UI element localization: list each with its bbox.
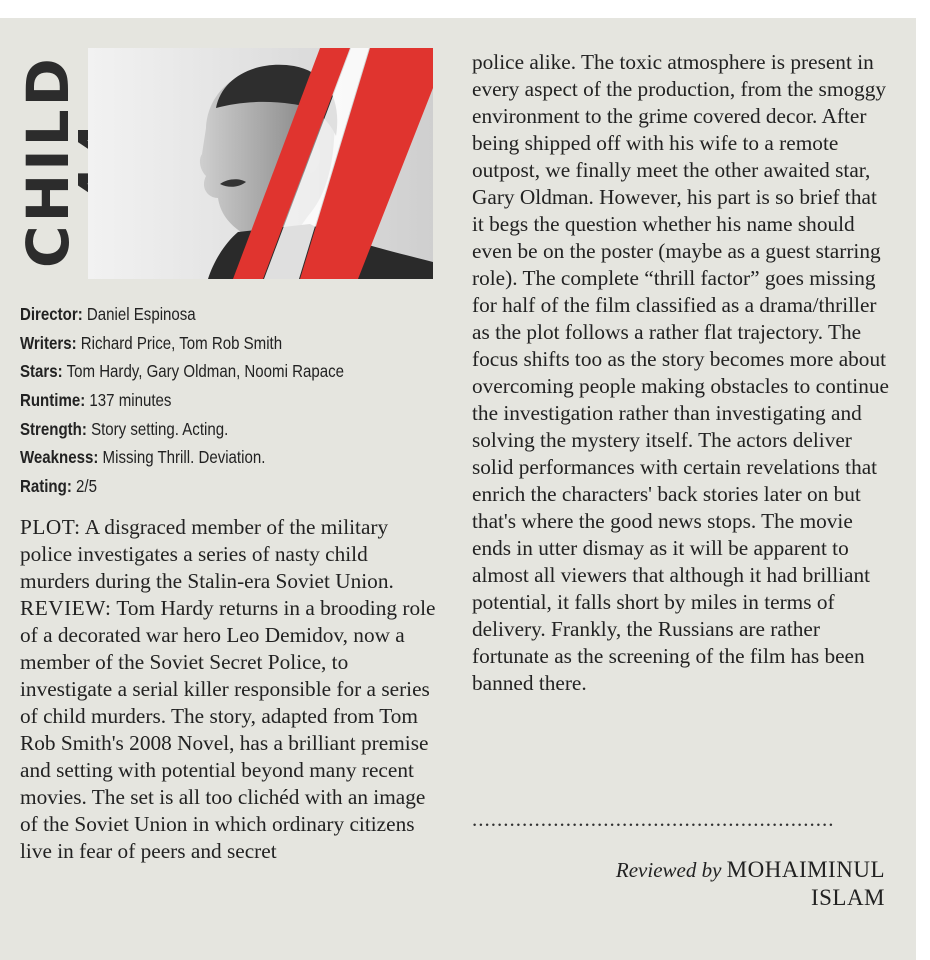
review-text-part2: police alike. The toxic atmosphere is present in every aspect of the production, from the smoggy environment to the grime covered decor. After being shipped off with his wife to a remote outpost, we finally meet the other awaited star, Gary Oldman. However, his part is so brief that it begs the question whether his name should even be on the poster (maybe as a guest starring role). The complete “thrill factor” goes missing for half of the film classified as a drama/thriller as the plot follows a rather flat trajectory. The focus shifts too as the story becomes more about overcoming people making obstacles to continue the investigation rather than investigating and solving the mystery itself. The actors deliver solid performances with certain revelations that enrich the characters' back stories later on but that's where the good news stops. The movie ends in utter dismay as it will be apparent to almost all viewers that although it had brilliant potential, it falls short by miles in terms of delivery. Frankly, the Russians are rather fortunate as the screening of the film has been banned there. [472,50,889,695]
credit-stars: Stars: Tom Hardy, Gary Oldman, Noomi Rapace [20,361,344,382]
credit-strength: Strength: Story setting. Acting. [20,418,229,439]
movie-still-photo [88,48,433,279]
credit-writers: Writers: Richard Price, Tom Rob Smith [20,332,283,353]
plot-label: PLOT: [20,515,81,539]
plot-text: A disgraced member of the military police investigates a series of nasty child murders during the Stalin-era Soviet Union. [20,515,394,593]
credit-weakness: Weakness: Missing Thrill. Deviation. [20,447,266,468]
movie-title: CHILD [14,55,82,269]
dotted-separator: .......................................................... [472,807,835,831]
credits-list [20,304,381,505]
reviewer-byline [540,856,885,912]
credit-rating: Rating: 2/5 [20,476,97,497]
reviewer-name-last: ISLAM [810,885,885,910]
actor-portrait-image [88,48,433,279]
credit-director: Director: Daniel Espinosa [20,304,196,324]
article-column-right [472,49,892,697]
credit-runtime: Runtime: 137 minutes [20,390,172,411]
byline-prefix: Reviewed by [615,858,722,882]
review-label: REVIEW: [20,596,112,620]
article-column-left [20,514,436,865]
reviewer-name-first: MOHAIMINUL [726,857,885,882]
review-text-part1: Tom Hardy returns in a brooding role of a decorated war hero Leo Demidov, now a member of the Soviet Secret Police, to investigate a serial killer responsible for a series of child murders. The story, adapted from Tom Rob Smith's 2008 Novel, has a brilliant premise and setting with potential beyond many recent movies. The set is all too clichéd with an image of the Soviet Union in which ordinary citizens live in fear of peers and secret [20,596,436,863]
